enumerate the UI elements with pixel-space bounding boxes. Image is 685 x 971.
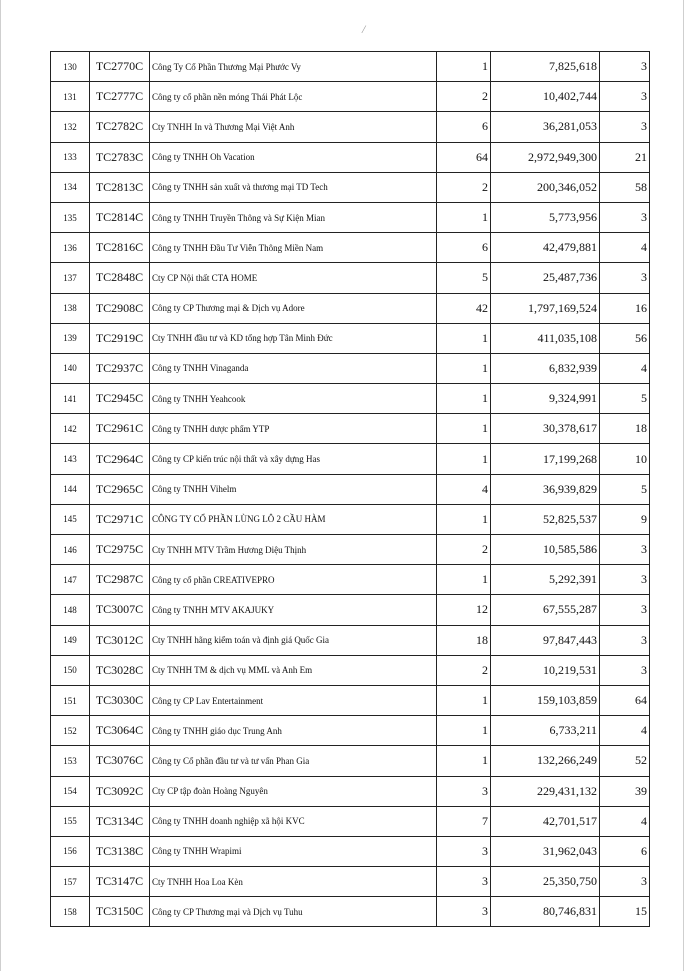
quantity-cell: 1: [437, 414, 491, 444]
company-name-cell: Công ty TNHH Vinaganda: [150, 353, 437, 383]
quantity-cell: 2: [437, 82, 491, 112]
customer-code-cell: TC2813C: [90, 172, 150, 202]
customer-code-cell: TC2782C: [90, 112, 150, 142]
quantity-cell: 3: [437, 776, 491, 806]
quantity-cell: 1: [437, 444, 491, 474]
page-header-mark: /: [362, 22, 366, 36]
row-number-cell: 146: [51, 535, 90, 565]
row-number-cell: 145: [51, 504, 90, 534]
row-number-cell: 134: [51, 172, 90, 202]
row-number-cell: 142: [51, 414, 90, 444]
page-left-edge: [0, 0, 1, 971]
quantity-cell: 3: [437, 836, 491, 866]
company-name-cell: Công ty TNHH MTV AKAJUKY: [150, 595, 437, 625]
company-name-cell: Cty CP tập đoàn Hoàng Nguyên: [150, 776, 437, 806]
table-row: [51, 202, 650, 232]
company-name-cell: Công Ty Cổ Phần Thương Mại Phước Vy: [150, 52, 437, 82]
quantity-cell: 1: [437, 685, 491, 715]
customer-code-cell: TC3007C: [90, 595, 150, 625]
row-number-cell: 154: [51, 776, 90, 806]
amount-cell: 411,035,108: [491, 323, 600, 353]
count-cell: 58: [600, 172, 650, 202]
company-name-cell: Công ty CP Thương mại và Dịch vụ Tuhu: [150, 897, 437, 927]
table-row: [51, 836, 650, 866]
count-cell: 4: [600, 806, 650, 836]
customer-code-cell: TC2816C: [90, 233, 150, 263]
row-number-cell: 155: [51, 806, 90, 836]
table-row: [51, 504, 650, 534]
table-row: [51, 655, 650, 685]
amount-cell: 229,431,132: [491, 776, 600, 806]
amount-cell: 30,378,617: [491, 414, 600, 444]
customer-code-cell: TC2937C: [90, 353, 150, 383]
table-row: [51, 716, 650, 746]
table-row: [51, 112, 650, 142]
amount-cell: 52,825,537: [491, 504, 600, 534]
count-cell: 9: [600, 504, 650, 534]
row-number-cell: 141: [51, 384, 90, 414]
amount-cell: 2,972,949,300: [491, 142, 600, 172]
quantity-cell: 1: [437, 746, 491, 776]
customer-code-cell: TC2965C: [90, 474, 150, 504]
quantity-cell: 1: [437, 202, 491, 232]
count-cell: 3: [600, 625, 650, 655]
company-name-cell: Cty TNHH In và Thương Mại Việt Anh: [150, 112, 437, 142]
row-number-cell: 139: [51, 323, 90, 353]
quantity-cell: 6: [437, 112, 491, 142]
company-name-cell: CÔNG TY CỔ PHẦN LÙNG LÔ 2 CẦU HÀM: [150, 504, 437, 534]
count-cell: 4: [600, 233, 650, 263]
quantity-cell: 4: [437, 474, 491, 504]
company-name-cell: Công ty TNHH Đầu Tư Viễn Thông Miền Nam: [150, 233, 437, 263]
quantity-cell: 1: [437, 384, 491, 414]
customer-table-body: [51, 52, 650, 927]
company-name-cell: Công ty TNHH Oh Vacation: [150, 142, 437, 172]
table-row: [51, 897, 650, 927]
amount-cell: 67,555,287: [491, 595, 600, 625]
amount-cell: 36,281,053: [491, 112, 600, 142]
page-right-edge: [683, 0, 684, 971]
row-number-cell: 140: [51, 353, 90, 383]
quantity-cell: 2: [437, 535, 491, 565]
count-cell: 3: [600, 565, 650, 595]
row-number-cell: 150: [51, 655, 90, 685]
count-cell: 3: [600, 535, 650, 565]
quantity-cell: 7: [437, 806, 491, 836]
count-cell: 4: [600, 353, 650, 383]
count-cell: 3: [600, 263, 650, 293]
row-number-cell: 133: [51, 142, 90, 172]
count-cell: 3: [600, 202, 650, 232]
count-cell: 3: [600, 112, 650, 142]
row-number-cell: 136: [51, 233, 90, 263]
company-name-cell: Cty TNHH MTV Trầm Hương Diệu Thịnh: [150, 535, 437, 565]
table-row: [51, 806, 650, 836]
quantity-cell: 3: [437, 867, 491, 897]
quantity-cell: 3: [437, 897, 491, 927]
row-number-cell: 147: [51, 565, 90, 595]
customer-code-cell: TC3064C: [90, 716, 150, 746]
company-name-cell: Công ty cổ phần nền móng Thái Phát Lộc: [150, 82, 437, 112]
count-cell: 56: [600, 323, 650, 353]
count-cell: 16: [600, 293, 650, 323]
table-row: [51, 82, 650, 112]
table-row: [51, 142, 650, 172]
amount-cell: 9,324,991: [491, 384, 600, 414]
amount-cell: 5,292,391: [491, 565, 600, 595]
table-row: [51, 776, 650, 806]
count-cell: 5: [600, 384, 650, 414]
quantity-cell: 1: [437, 52, 491, 82]
company-name-cell: Công ty TNHH Yeahcook: [150, 384, 437, 414]
table-row: [51, 685, 650, 715]
table-row: [51, 414, 650, 444]
amount-cell: 5,773,956: [491, 202, 600, 232]
amount-cell: 31,962,043: [491, 836, 600, 866]
customer-code-cell: TC2945C: [90, 384, 150, 414]
amount-cell: 6,832,939: [491, 353, 600, 383]
quantity-cell: 64: [437, 142, 491, 172]
customer-code-cell: TC3092C: [90, 776, 150, 806]
quantity-cell: 6: [437, 233, 491, 263]
customer-code-cell: TC3138C: [90, 836, 150, 866]
company-name-cell: Công ty TNHH sản xuất và thương mại TD Tech: [150, 172, 437, 202]
amount-cell: 6,733,211: [491, 716, 600, 746]
customer-code-cell: TC2777C: [90, 82, 150, 112]
customer-code-cell: TC3012C: [90, 625, 150, 655]
table-row: [51, 263, 650, 293]
table-row: [51, 746, 650, 776]
quantity-cell: 18: [437, 625, 491, 655]
count-cell: 5: [600, 474, 650, 504]
customer-code-cell: TC3134C: [90, 806, 150, 836]
row-number-cell: 149: [51, 625, 90, 655]
company-name-cell: Cty TNHH hãng kiểm toán và định giá Quốc Gia: [150, 625, 437, 655]
table-row: [51, 867, 650, 897]
count-cell: 64: [600, 685, 650, 715]
row-number-cell: 143: [51, 444, 90, 474]
quantity-cell: 2: [437, 172, 491, 202]
quantity-cell: 12: [437, 595, 491, 625]
customer-code-cell: TC2961C: [90, 414, 150, 444]
amount-cell: 25,350,750: [491, 867, 600, 897]
amount-cell: 36,939,829: [491, 474, 600, 504]
table-row: [51, 474, 650, 504]
amount-cell: 10,219,531: [491, 655, 600, 685]
table-row: [51, 384, 650, 414]
row-number-cell: 152: [51, 716, 90, 746]
customer-code-cell: TC3028C: [90, 655, 150, 685]
quantity-cell: 2: [437, 655, 491, 685]
company-name-cell: Cty TNHH đầu tư và KD tổng hợp Tân Minh Đức: [150, 323, 437, 353]
amount-cell: 80,746,831: [491, 897, 600, 927]
row-number-cell: 138: [51, 293, 90, 323]
company-name-cell: Công ty CP kiến trúc nội thất và xây dựng Has: [150, 444, 437, 474]
row-number-cell: 130: [51, 52, 90, 82]
amount-cell: 97,847,443: [491, 625, 600, 655]
amount-cell: 10,585,586: [491, 535, 600, 565]
row-number-cell: 137: [51, 263, 90, 293]
amount-cell: 17,199,268: [491, 444, 600, 474]
amount-cell: 42,479,881: [491, 233, 600, 263]
count-cell: 3: [600, 82, 650, 112]
quantity-cell: 5: [437, 263, 491, 293]
customer-code-cell: TC3147C: [90, 867, 150, 897]
customer-code-cell: TC3076C: [90, 746, 150, 776]
amount-cell: 1,797,169,524: [491, 293, 600, 323]
row-number-cell: 144: [51, 474, 90, 504]
company-name-cell: Công ty TNHH doanh nghiệp xã hội KVC: [150, 806, 437, 836]
count-cell: 18: [600, 414, 650, 444]
row-number-cell: 158: [51, 897, 90, 927]
table-row: [51, 233, 650, 263]
company-name-cell: Cty TNHH Hoa Loa Kèn: [150, 867, 437, 897]
table-row: [51, 52, 650, 82]
table-row: [51, 323, 650, 353]
customer-code-cell: TC2987C: [90, 565, 150, 595]
quantity-cell: 1: [437, 565, 491, 595]
customer-code-cell: TC2783C: [90, 142, 150, 172]
customer-code-cell: TC2975C: [90, 535, 150, 565]
row-number-cell: 153: [51, 746, 90, 776]
customer-code-cell: TC3150C: [90, 897, 150, 927]
customer-code-cell: TC2908C: [90, 293, 150, 323]
company-name-cell: Công ty Cổ phần đầu tư và tư vấn Phan Gia: [150, 746, 437, 776]
company-name-cell: Công ty TNHH Truyền Thông và Sự Kiện Mian: [150, 202, 437, 232]
table-row: [51, 625, 650, 655]
customer-code-cell: TC2848C: [90, 263, 150, 293]
row-number-cell: 151: [51, 685, 90, 715]
amount-cell: 42,701,517: [491, 806, 600, 836]
row-number-cell: 131: [51, 82, 90, 112]
quantity-cell: 1: [437, 353, 491, 383]
count-cell: 3: [600, 595, 650, 625]
company-name-cell: Công ty CP Thương mại & Dịch vụ Adore: [150, 293, 437, 323]
quantity-cell: 1: [437, 323, 491, 353]
customer-table: [50, 51, 650, 927]
company-name-cell: Công ty TNHH Wrapimi: [150, 836, 437, 866]
company-name-cell: Công ty TNHH dược phẩm YTP: [150, 414, 437, 444]
row-number-cell: 148: [51, 595, 90, 625]
amount-cell: 159,103,859: [491, 685, 600, 715]
amount-cell: 7,825,618: [491, 52, 600, 82]
count-cell: 52: [600, 746, 650, 776]
table-row: [51, 172, 650, 202]
company-name-cell: Cty TNHH TM & dịch vụ MML và Anh Em: [150, 655, 437, 685]
count-cell: 21: [600, 142, 650, 172]
company-name-cell: Công ty cổ phần CREATIVEPRO: [150, 565, 437, 595]
row-number-cell: 157: [51, 867, 90, 897]
customer-code-cell: TC2964C: [90, 444, 150, 474]
table-row: [51, 293, 650, 323]
table-row: [51, 565, 650, 595]
table-row: [51, 444, 650, 474]
row-number-cell: 132: [51, 112, 90, 142]
table-row: [51, 353, 650, 383]
quantity-cell: 1: [437, 504, 491, 534]
customer-code-cell: TC3030C: [90, 685, 150, 715]
table-row: [51, 535, 650, 565]
count-cell: 10: [600, 444, 650, 474]
count-cell: 39: [600, 776, 650, 806]
count-cell: 3: [600, 655, 650, 685]
count-cell: 3: [600, 867, 650, 897]
company-name-cell: Công ty TNHH giáo dục Trung Anh: [150, 716, 437, 746]
amount-cell: 132,266,249: [491, 746, 600, 776]
company-name-cell: Cty CP Nội thất CTA HOME: [150, 263, 437, 293]
count-cell: 15: [600, 897, 650, 927]
company-name-cell: Công ty TNHH Vihelm: [150, 474, 437, 504]
count-cell: 4: [600, 716, 650, 746]
row-number-cell: 135: [51, 202, 90, 232]
quantity-cell: 1: [437, 716, 491, 746]
amount-cell: 200,346,052: [491, 172, 600, 202]
customer-code-cell: TC2814C: [90, 202, 150, 232]
company-name-cell: Công ty CP Lav Entertainment: [150, 685, 437, 715]
count-cell: 6: [600, 836, 650, 866]
customer-code-cell: TC2971C: [90, 504, 150, 534]
table-row: [51, 595, 650, 625]
count-cell: 3: [600, 52, 650, 82]
row-number-cell: 156: [51, 836, 90, 866]
amount-cell: 25,487,736: [491, 263, 600, 293]
customer-code-cell: TC2919C: [90, 323, 150, 353]
quantity-cell: 42: [437, 293, 491, 323]
customer-code-cell: TC2770C: [90, 52, 150, 82]
amount-cell: 10,402,744: [491, 82, 600, 112]
